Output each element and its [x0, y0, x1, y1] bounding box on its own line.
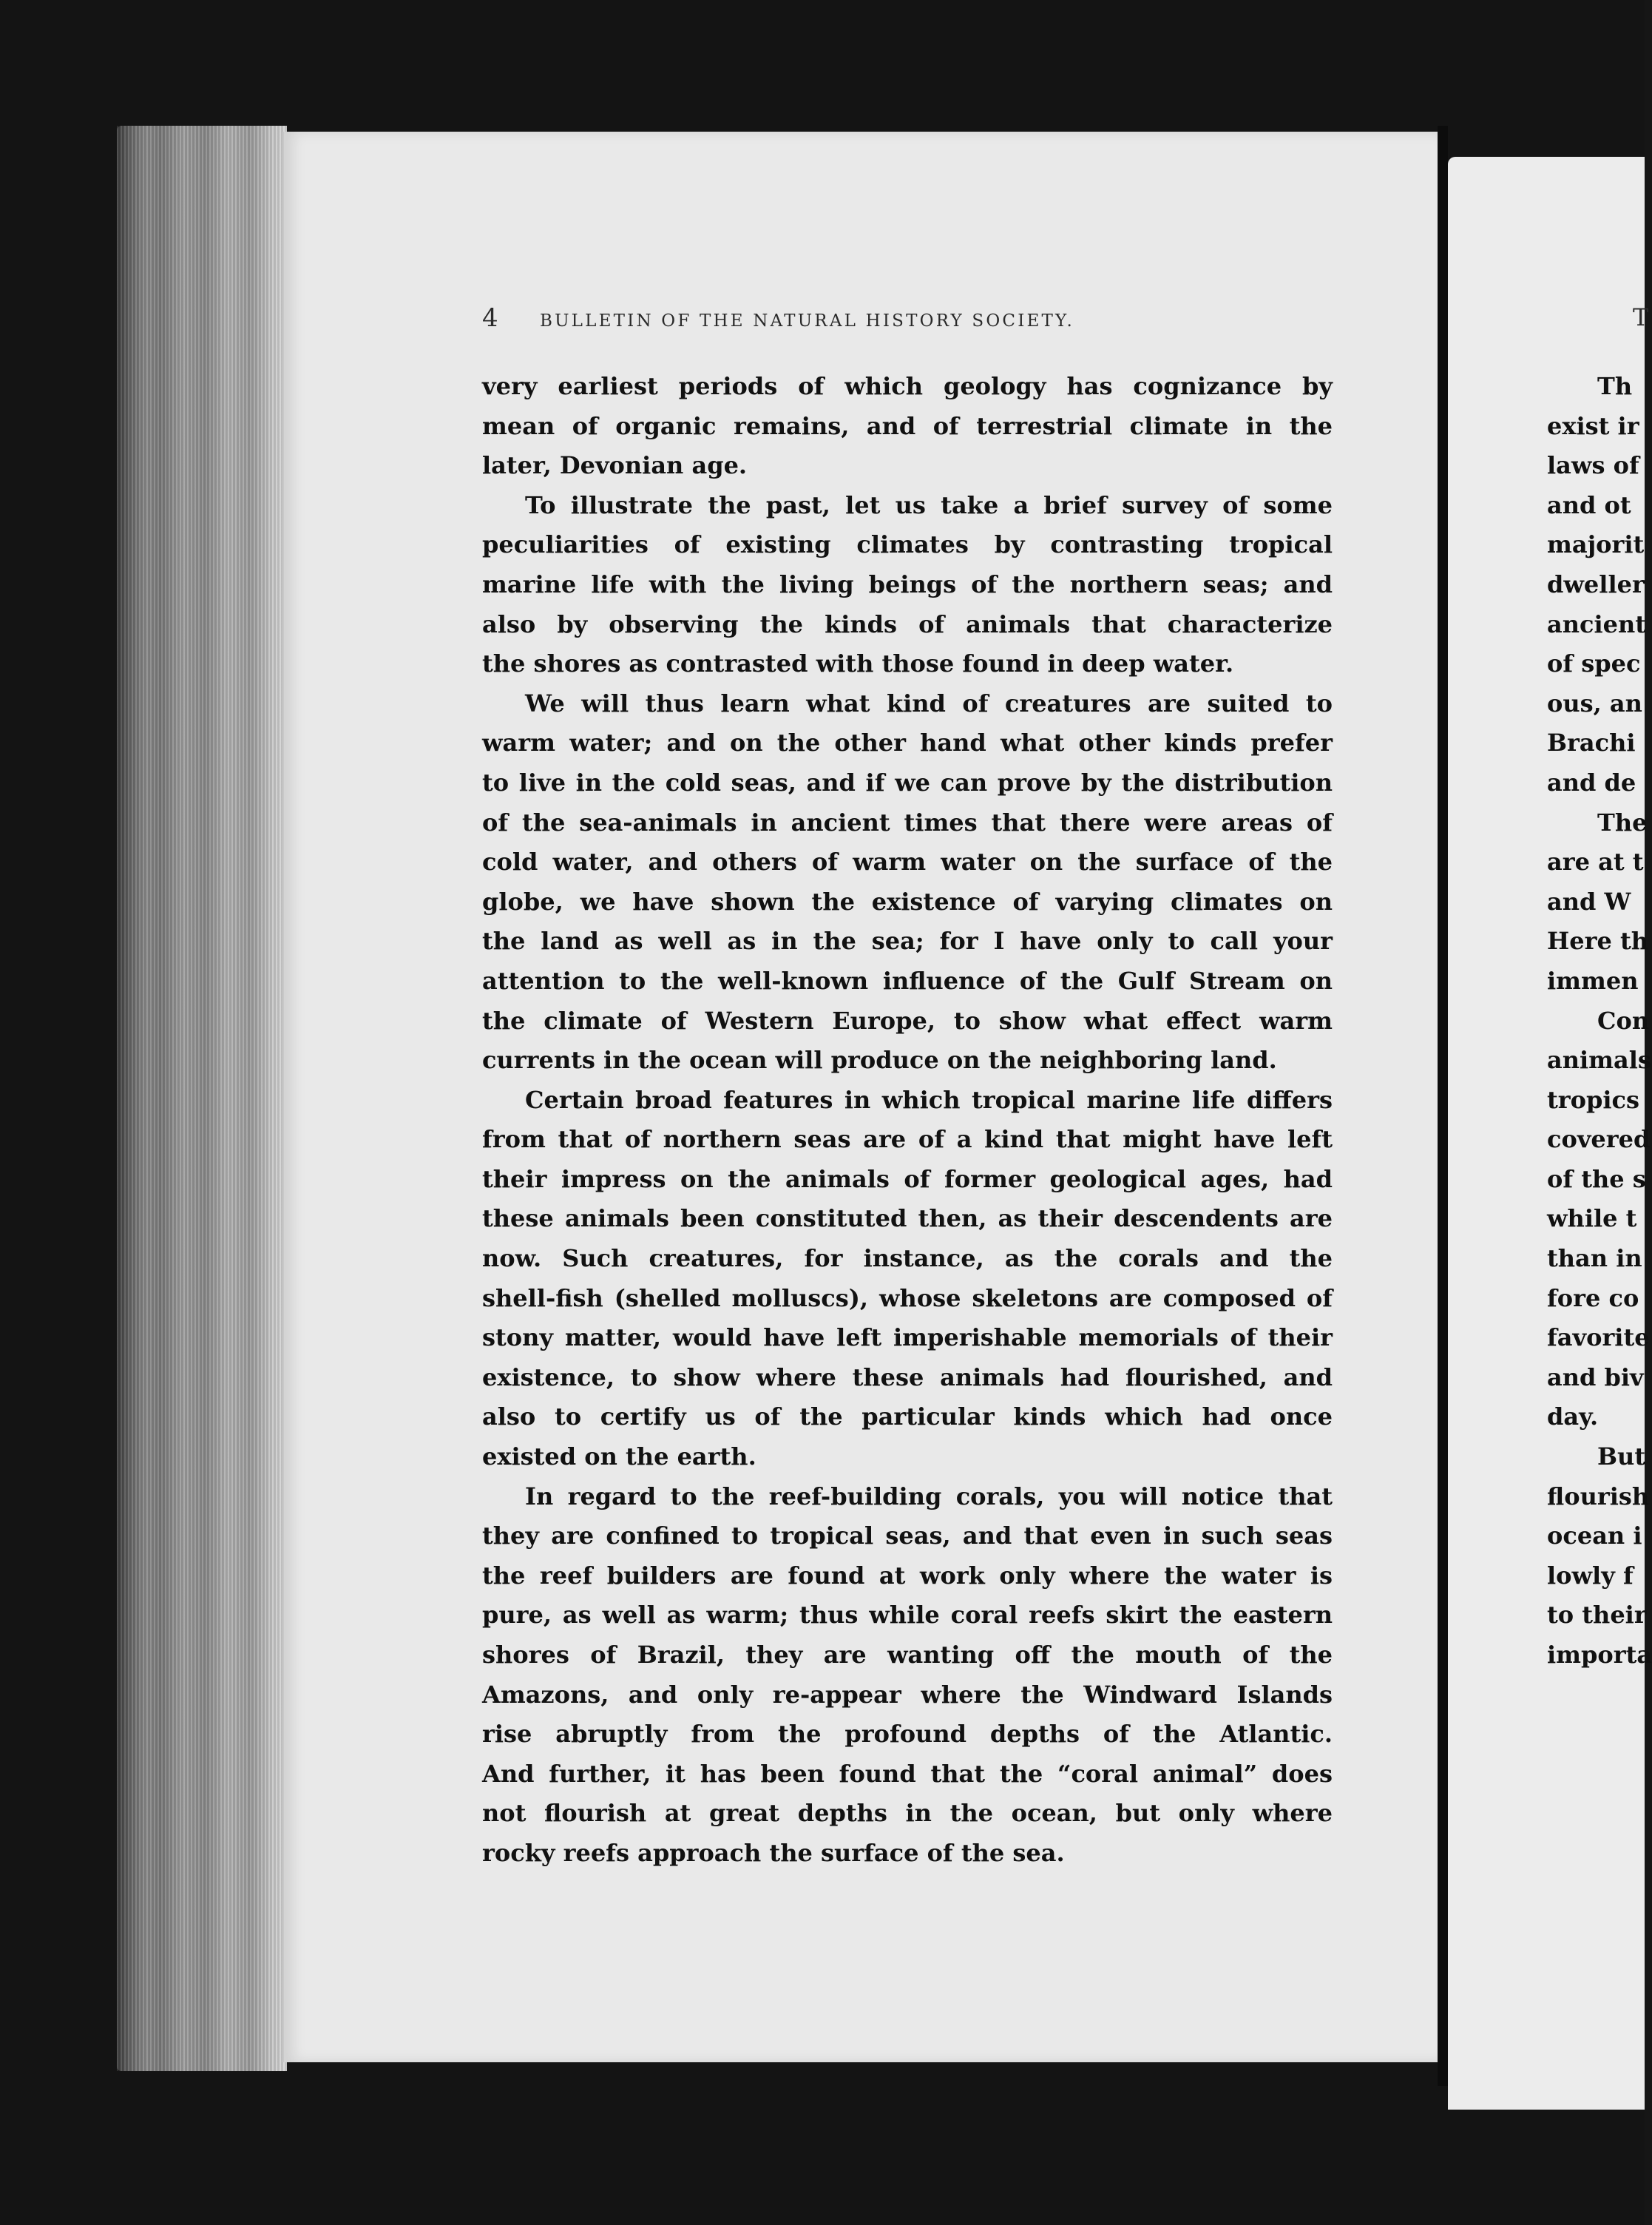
facing-line: Brachi	[1547, 729, 1636, 757]
facing-line: lowly f	[1547, 1561, 1634, 1590]
body-text	[482, 367, 1333, 1874]
facing-line: ous, an	[1547, 689, 1642, 718]
facing-line: day.	[1547, 1402, 1599, 1431]
facing-line: animals	[1547, 1046, 1651, 1075]
text-line: shell-fish (shelled molluscs), whose skeletons are composed of	[482, 1283, 1333, 1312]
text-line: warm water; and on the other hand what other kinds prefer	[482, 729, 1333, 757]
facing-line: to their	[1547, 1601, 1647, 1630]
text-line: also by observing the kinds of animals that characterize	[482, 610, 1333, 638]
text-line: of the sea-animals in ancient times that there were areas of	[482, 808, 1333, 837]
text-line: the shores as contrasted with those found in deep water.	[482, 649, 1234, 678]
facing-line: while t	[1547, 1204, 1637, 1233]
text-line: existed on the earth.	[482, 1442, 756, 1471]
text-line: not flourish at great depths in the ocean, but only where	[482, 1799, 1333, 1828]
text-line: rocky reefs approach the surface of the sea.	[482, 1838, 1065, 1867]
facing-line: and biv	[1547, 1363, 1644, 1391]
facing-line: majorit	[1547, 530, 1645, 559]
facing-line: favorite	[1547, 1323, 1650, 1352]
running-head	[482, 303, 1340, 348]
text-line: from that of northern seas are of a kind that might have left	[482, 1125, 1333, 1154]
text-line: peculiarities of existing climates by contrasting tropical	[482, 530, 1333, 559]
facing-line: immen	[1547, 966, 1639, 995]
text-line: these animals been constituted then, as their descendents are	[482, 1204, 1333, 1233]
text-line: later, Devonian age.	[482, 451, 748, 480]
facing-line: fore co	[1547, 1283, 1639, 1312]
facing-line: exist ir	[1547, 411, 1639, 440]
text-line: the land as well as in the sea; for I have only to call your	[482, 927, 1333, 956]
facing-page-text	[1547, 367, 1651, 1675]
text-line: rise abruptly from the profound depths of the Atlantic.	[482, 1720, 1333, 1749]
facing-line: ancient	[1547, 610, 1647, 638]
facing-line: But	[1597, 1442, 1646, 1471]
facing-line: flourish	[1547, 1482, 1650, 1510]
facing-line: and ot	[1547, 490, 1631, 519]
text-line: the climate of Western Europe, to show what effect warm	[482, 1006, 1333, 1035]
facing-line: than in	[1547, 1244, 1642, 1273]
text-line: mean of organic remains, and of terrestrial climate in the	[482, 411, 1333, 440]
text-line: globe, we have shown the existence of varying climates on	[482, 887, 1333, 916]
facing-line: of spec	[1547, 649, 1641, 678]
facing-line: The	[1597, 808, 1648, 837]
text-line: their impress on the animals of former geological ages, had	[482, 1164, 1333, 1193]
text-line: existence, to show where these animals had flourished, and	[482, 1363, 1333, 1391]
text-line: cold water, and others of warm water on the surface of the	[482, 848, 1333, 877]
book-page-edges	[117, 126, 287, 2071]
text-line: attention to the well-known influence of the Gulf Stream on	[482, 966, 1333, 995]
facing-page-running-head: T	[1633, 303, 1649, 331]
text-line: the reef builders are found at work only where the water is	[482, 1561, 1333, 1590]
paragraph-start-line: In regard to the reef-building corals, you will notice that	[525, 1482, 1333, 1510]
facing-line: laws of	[1547, 451, 1639, 480]
text-line: also to certify us of the particular kinds which had once	[482, 1402, 1333, 1431]
paragraph-start-line: To illustrate the past, let us take a brief survey of some	[525, 490, 1333, 519]
facing-line: tropics	[1547, 1085, 1640, 1114]
paragraph-start-line: We will thus learn what kind of creatures are suited to	[525, 689, 1333, 718]
paragraph-start-line: Certain broad features in which tropical marine life differs	[525, 1085, 1333, 1114]
facing-line: and W	[1547, 887, 1631, 916]
facing-line: and de	[1547, 768, 1636, 797]
facing-line: covered	[1547, 1125, 1651, 1154]
text-line: now. Such creatures, for instance, as the corals and the	[482, 1244, 1333, 1273]
text-line: shores of Brazil, they are wanting off the mouth of the	[482, 1641, 1333, 1669]
facing-line: importa	[1547, 1641, 1652, 1669]
text-line: pure, as well as warm; thus while coral reefs skirt the eastern	[482, 1601, 1333, 1630]
facing-line: ocean i	[1547, 1522, 1642, 1550]
page-number: 4	[482, 303, 498, 333]
text-line: marine life with the living beings of the northern seas; and	[482, 570, 1333, 598]
facing-line: are at t	[1547, 848, 1644, 877]
facing-line: dweller	[1547, 570, 1645, 598]
running-head-title: BULLETIN OF THE NATURAL HISTORY SOCIETY.	[540, 311, 1074, 331]
facing-line: Here th	[1547, 927, 1648, 956]
text-line: stony matter, would have left imperishable memorials of their	[482, 1323, 1333, 1352]
facing-line: of the s	[1547, 1164, 1646, 1193]
text-line: very earliest periods of which geology has cognizance by	[482, 372, 1333, 400]
text-line: And further, it has been found that the “coral animal” does	[482, 1759, 1333, 1788]
text-line: currents in the ocean will produce on the neighboring land.	[482, 1046, 1277, 1075]
text-line: Amazons, and only re-appear where the Windward Islands	[482, 1680, 1333, 1709]
facing-line: Th	[1597, 372, 1633, 400]
text-line: they are confined to tropical seas, and that even in such seas	[482, 1522, 1333, 1550]
text-line: to live in the cold seas, and if we can prove by the distribution	[482, 768, 1333, 797]
facing-line: Con	[1597, 1006, 1650, 1035]
book-gutter	[1438, 126, 1448, 2086]
